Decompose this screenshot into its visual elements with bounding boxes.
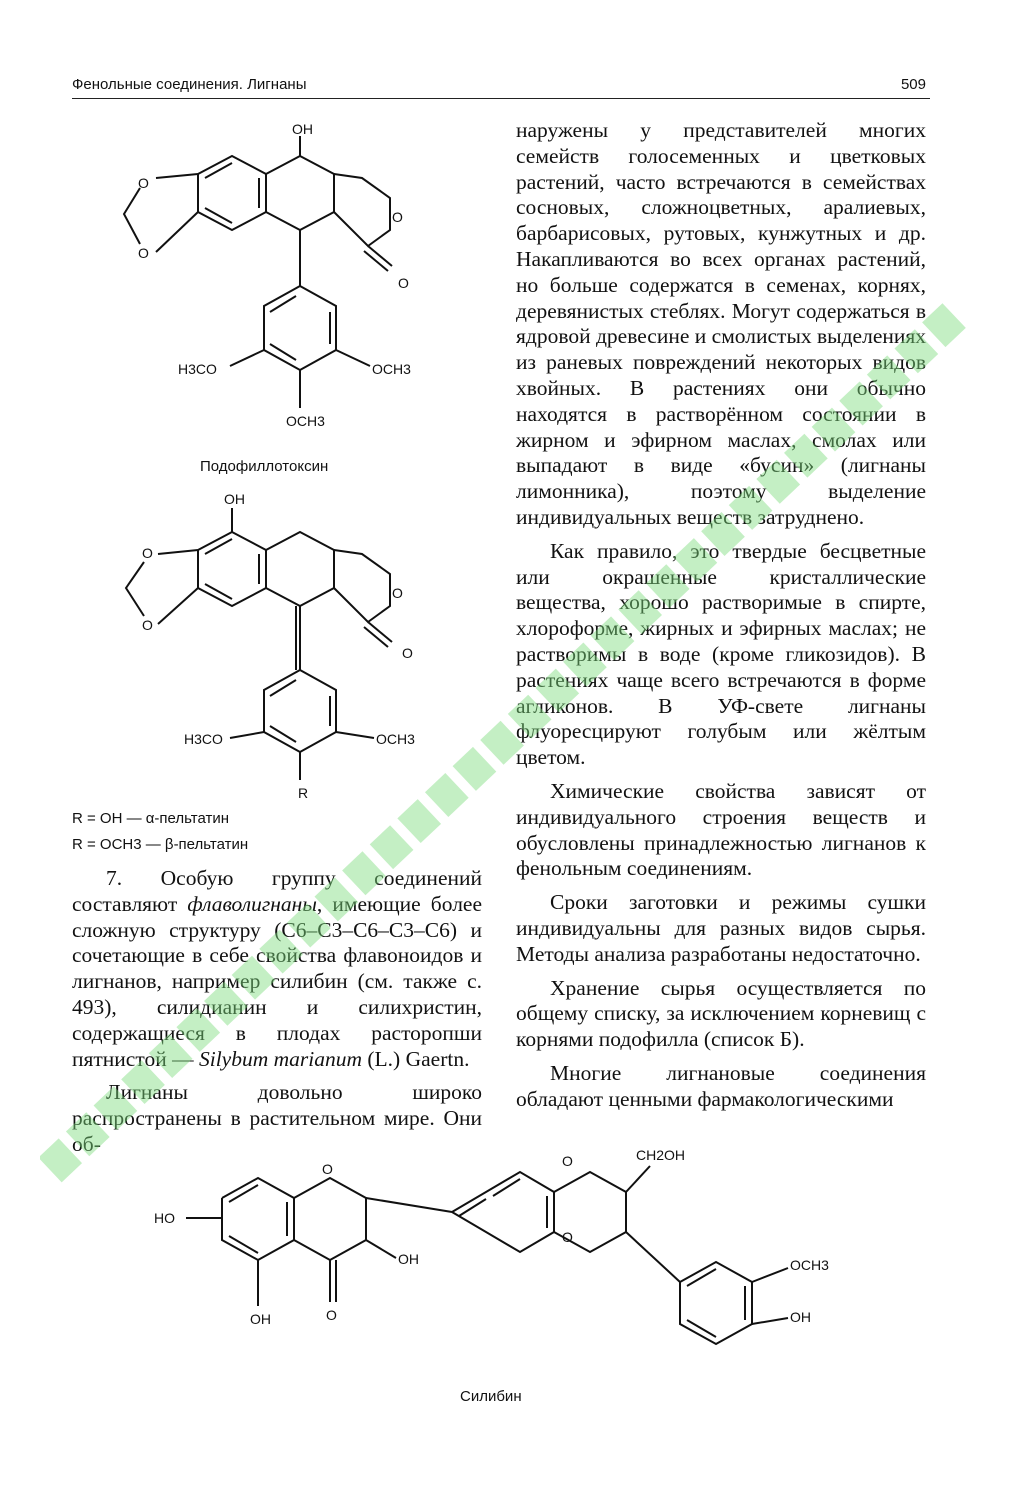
pelt-oh-label: OH	[224, 491, 245, 507]
running-header	[72, 72, 930, 99]
right-para-4: Сроки заготовки и режимы сушки индивидуальны для разных видов сырья. Методы анализа разработаны недостаточно.	[516, 890, 926, 966]
silybin-structure	[150, 1138, 870, 1358]
right-para-3: Химические свойства зависят от индивидуального строения веществ и обусловлены принадлежностью лигнанов к фенольным соединениям.	[516, 778, 926, 881]
pelt-och3-label: OCH3	[376, 731, 415, 747]
podo-o2-label: O	[138, 245, 149, 261]
podo-oh-label: OH	[292, 121, 313, 137]
silybin-o-d2-label: O	[562, 1229, 573, 1245]
silybin-ho-label: HO	[154, 1210, 175, 1226]
podophyllotoxin-structure	[100, 118, 440, 448]
podo-o1-label: O	[138, 175, 149, 191]
silybin-oh-c5-label: OH	[250, 1311, 271, 1327]
left-para-1: 7. Особую группу соединений составляют флаволигнаны, имеющие более сложную структуру (C6–C3–C6–C3–C6) и сочетающие в себе свойства флавоноидов и лигнанов, например силибин (см. также с. 493), силидианин и силихристин, содержащиеся в плодах расторопши пятнистой — Silybum marianum (L.) Gaertn.	[72, 866, 483, 1071]
peltatin-structure	[100, 488, 440, 808]
left-para-2: Лигнаны довольно широко распространены в растительном мире. Они об-	[72, 1080, 482, 1156]
right-para-2: Как правило, это твердые бесцветные или окрашенные кристаллические вещества, хорошо растворимые в спирте, хлороформе, жирных и эфирных маслах; не растворимы в воде (кроме гликозидов). В растениях чаще всего встречаются в форме агликонов. В УФ-свете лигнаны флуоресцируют голубым или жёлтым цветом.	[516, 538, 926, 770]
legend-alpha: R = OH — α-пельтатин	[72, 810, 230, 827]
term-flavolignans: флаволигнаны	[187, 891, 317, 916]
running-title: Фенольные соединения. Лигнаны	[72, 76, 307, 93]
silybin-och3-label: OCH3	[790, 1257, 829, 1273]
silybin-oh-ar-label: OH	[790, 1309, 811, 1325]
pelt-r-label: R	[298, 785, 309, 801]
right-text-column	[516, 118, 926, 1112]
podophyllotoxin-caption: Подофиллотоксин	[200, 458, 329, 475]
silybin-o-ring-label: O	[322, 1161, 333, 1177]
silybin-oh-c3-label: OH	[398, 1251, 419, 1267]
podo-h3co-label: H3CO	[178, 361, 217, 377]
podo-o4-label: O	[398, 275, 409, 291]
left-text-column	[72, 866, 482, 1158]
pelt-h3co-label: H3CO	[184, 731, 223, 747]
podo-och3-bottom-label: OCH3	[286, 413, 325, 429]
podo-och3-right-label: OCH3	[372, 361, 411, 377]
legend-beta: R = OCH3 — β-пельтатин	[72, 836, 249, 853]
pelt-o4-label: O	[402, 645, 413, 661]
podo-o3-label: O	[392, 209, 403, 225]
right-para-6: Многие лигнановые соединения обладают ценными фармакологическими	[516, 1060, 926, 1111]
silybin-o-keto-label: O	[326, 1307, 337, 1323]
pelt-o1-label: O	[142, 545, 153, 561]
right-para-1: наружены у представителей многих семейств голосеменных и цветковых растений, часто встречаются в семействах сосновых, сложноцветных, аралиевых, барбарисовых, рутовых, кунжутных и др. Накапливаются во всех органах растений, но больше содержатся в семенах, корнях, деревянистых стеблях. Могут содержаться в ядровой древесине и смолистых выделениях из раневых повреждений некоторых видов хвойных. В растениях они обычно находятся в растворённом состоянии в жирном и эфирном маслах, смолах или выпадают в виде «бусин» (лигнаны лимонника), поэтому выделение индивидуальных веществ затруднено.	[516, 118, 927, 529]
silybin-o-d1-label: O	[562, 1153, 573, 1169]
pelt-o2-label: O	[142, 617, 153, 633]
peltatin-legend	[72, 806, 248, 858]
pelt-o3-label: O	[392, 585, 403, 601]
page-number: 509	[900, 76, 926, 93]
species-name: Silybum marianum	[198, 1046, 363, 1071]
silybin-ch2oh-label: CH2OH	[636, 1147, 686, 1163]
right-para-5: Хранение сырья осуществляется по общему списку, за исключением корневищ с корнями подофилла (список Б).	[516, 975, 926, 1052]
silybin-caption: Силибин	[460, 1388, 522, 1405]
